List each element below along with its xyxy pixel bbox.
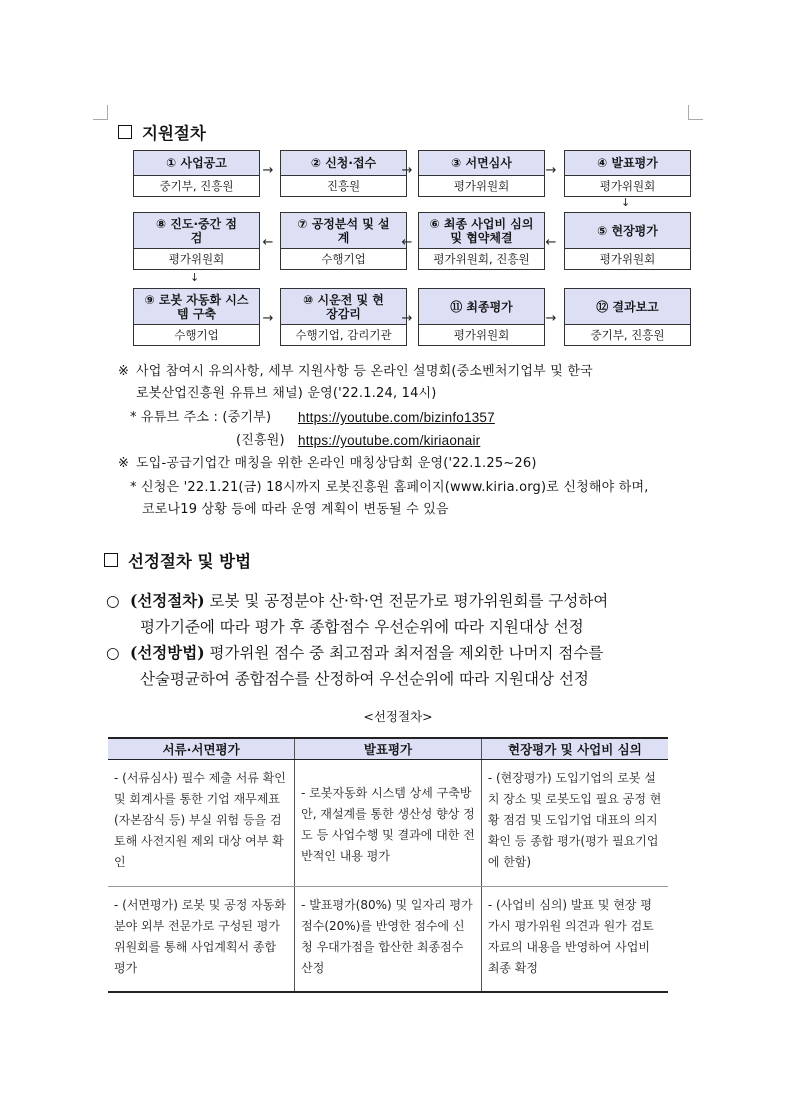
page-corner-mark-left: [93, 105, 108, 120]
step-box-11: [418, 288, 545, 346]
step-box-1: [133, 150, 260, 197]
step-owner: 수행기업, 감리기관: [295, 328, 392, 342]
table-header: 발표평가: [295, 738, 482, 760]
note-application-line1: * 신청은 '22.1.21(금) 18시까지 로봇진흥원 홈페이지(www.kiria.org)로 신청해야 하며,: [130, 480, 649, 495]
step-title: ⑧ 진도·중간 점검: [134, 213, 259, 249]
step-box-3: [418, 150, 545, 197]
table-cell: - 발표평가(80%) 및 일자리 평가 점수(20%)를 반영한 점수에 신청 우대가점을 합산한 최종점수 산정: [295, 887, 482, 993]
step-box-6: [418, 212, 545, 270]
table-cell: - (사업비 심의) 발표 및 현장 평가시 평가위원 의견과 원가 검토 자료의 내용을 반영하여 사업비 최종 확정: [481, 887, 668, 993]
step-owner: 중기부, 진흥원: [159, 179, 234, 193]
step-title: ⑦ 공정분석 및 설계: [281, 213, 406, 249]
youtube-label-kiria: (진흥원): [236, 433, 285, 448]
arrow-right-icon: →: [545, 311, 557, 326]
step-owner: 평가위원회: [599, 179, 656, 193]
arrow-right-icon: →: [401, 311, 413, 326]
arrow-right-icon: →: [262, 311, 274, 326]
step-owner: 평가위원회: [453, 328, 510, 342]
arrow-left-icon: ←: [401, 235, 413, 250]
step-box-10: [280, 288, 407, 346]
youtube-link-mss[interactable]: https://youtube.com/bizinfo1357: [298, 410, 495, 425]
arrow-right-icon: →: [545, 163, 557, 178]
note-application-line2: 코로나19 상황 등에 따라 운영 계획이 변동될 수 있음: [142, 502, 449, 517]
step-title: ⑥ 최종 사업비 심의 및 협약체결: [419, 213, 544, 249]
step-owner: 평가위원회: [599, 252, 656, 266]
table-cell: - (현장평가) 도입기업의 로봇 설치 장소 및 로봇도입 필요 공정 현황 점검 및 도입기업 대표의 의지 확인 등 종합 평가(평가 필요기업에 한함): [481, 760, 668, 887]
note-mark: ※: [118, 456, 130, 471]
step-owner: 수행기업: [321, 252, 366, 266]
section-title-selection: 선정절차 및 방법: [104, 548, 251, 572]
table-header: 서류·서면평가: [108, 738, 295, 760]
square-bullet-icon: [104, 553, 118, 567]
arrow-right-icon: →: [401, 163, 413, 178]
step-title: ⑩ 시운전 및 현장감리: [281, 289, 406, 325]
table-header: 현장평가 및 사업비 심의: [481, 738, 668, 760]
selection-procedure-table: [108, 737, 668, 993]
bullet-selection-procedure: ○ (선정절차) 로봇 및 공정분야 산·학·연 전문가로 평가위원회를 구성하여 평가기준에 따라 평가 후 종합점수 우선순위에 따라 지원대상 선정: [106, 588, 686, 640]
step-box-8: [133, 212, 260, 270]
note-matching-session: 도입-공급기업간 매칭을 위한 온라인 매칭상담회 운영('22.1.25~26): [136, 456, 537, 471]
step-title: ② 신청·접수: [281, 151, 406, 176]
arrow-right-icon: →: [262, 163, 274, 178]
step-title: ① 사업공고: [134, 151, 259, 176]
step-box-4: [564, 150, 691, 197]
step-owner: 진흥원: [326, 179, 361, 193]
note-online-briefing-line1: 사업 참여시 유의사항, 세부 지원사항 등 온라인 설명회(중소벤처기업부 및 한국: [136, 364, 593, 379]
step-owner: 수행기업: [174, 328, 219, 342]
arrow-left-icon: ←: [262, 235, 274, 250]
step-box-2: [280, 150, 407, 197]
step-box-5: [564, 212, 691, 270]
note-mark: ※: [118, 364, 130, 379]
step-title: ⑪ 최종평가: [419, 289, 544, 325]
table-row: [108, 887, 668, 993]
circle-bullet-icon: ○: [106, 592, 120, 610]
table-row: [108, 760, 668, 887]
table-caption: <선정절차>: [363, 709, 433, 724]
arrow-left-icon: ←: [545, 235, 557, 250]
arrow-down-icon: ↓: [190, 271, 200, 284]
section-title-support-procedure: 지원절차: [118, 120, 206, 144]
youtube-label: * 유튜브 주소 : (중기부): [130, 410, 272, 425]
table-cell: - (서면평가) 로봇 및 공정 자동화 분야 외부 전문가로 구성된 평가위원회를 통해 사업계획서 종합 평가: [108, 887, 295, 993]
circle-bullet-icon: ○: [106, 644, 120, 662]
youtube-link-kiria[interactable]: https://youtube.com/kiriaonair: [298, 433, 481, 448]
step-title: ⑤ 현장평가: [565, 213, 690, 249]
square-bullet-icon: [118, 125, 132, 139]
bullet-selection-method: ○ (선정방법) 평가위원 점수 중 최고점과 최저점을 제외한 나머지 점수를 산술평균하여 종합점수를 산정하여 우선순위에 따라 지원대상 선정: [106, 640, 686, 692]
step-owner: 평가위원회, 진흥원: [433, 252, 530, 266]
step-box-12: [564, 288, 691, 346]
table-cell: - (서류심사) 필수 제출 서류 확인 및 회계사를 통한 기업 재무제표(자본잠식 등) 부실 위험 등을 검토해 사전지원 제외 대상 여부 확인: [108, 760, 295, 887]
step-box-9: [133, 288, 260, 346]
step-title: ⑨ 로봇 자동화 시스템 구축: [134, 289, 259, 325]
page-corner-mark-right: [688, 105, 703, 120]
step-title: ⑫ 결과보고: [565, 289, 690, 325]
note-online-briefing-line2: 로봇산업진흥원 유튜브 채널) 운영('22.1.24, 14시): [136, 386, 437, 401]
step-owner: 평가위원회: [453, 179, 510, 193]
step-title: ④ 발표평가: [565, 151, 690, 176]
table-cell: - 로봇자동화 시스템 상세 구축방안, 재설계를 통한 생산성 향상 정도 등 사업수행 및 결과에 대한 전반적인 내용 평가: [295, 760, 482, 887]
step-owner: 중기부, 진흥원: [590, 328, 665, 342]
arrow-down-icon: ↓: [621, 196, 631, 209]
step-owner: 평가위원회: [168, 252, 225, 266]
step-box-7: [280, 212, 407, 270]
step-title: ③ 서면심사: [419, 151, 544, 176]
